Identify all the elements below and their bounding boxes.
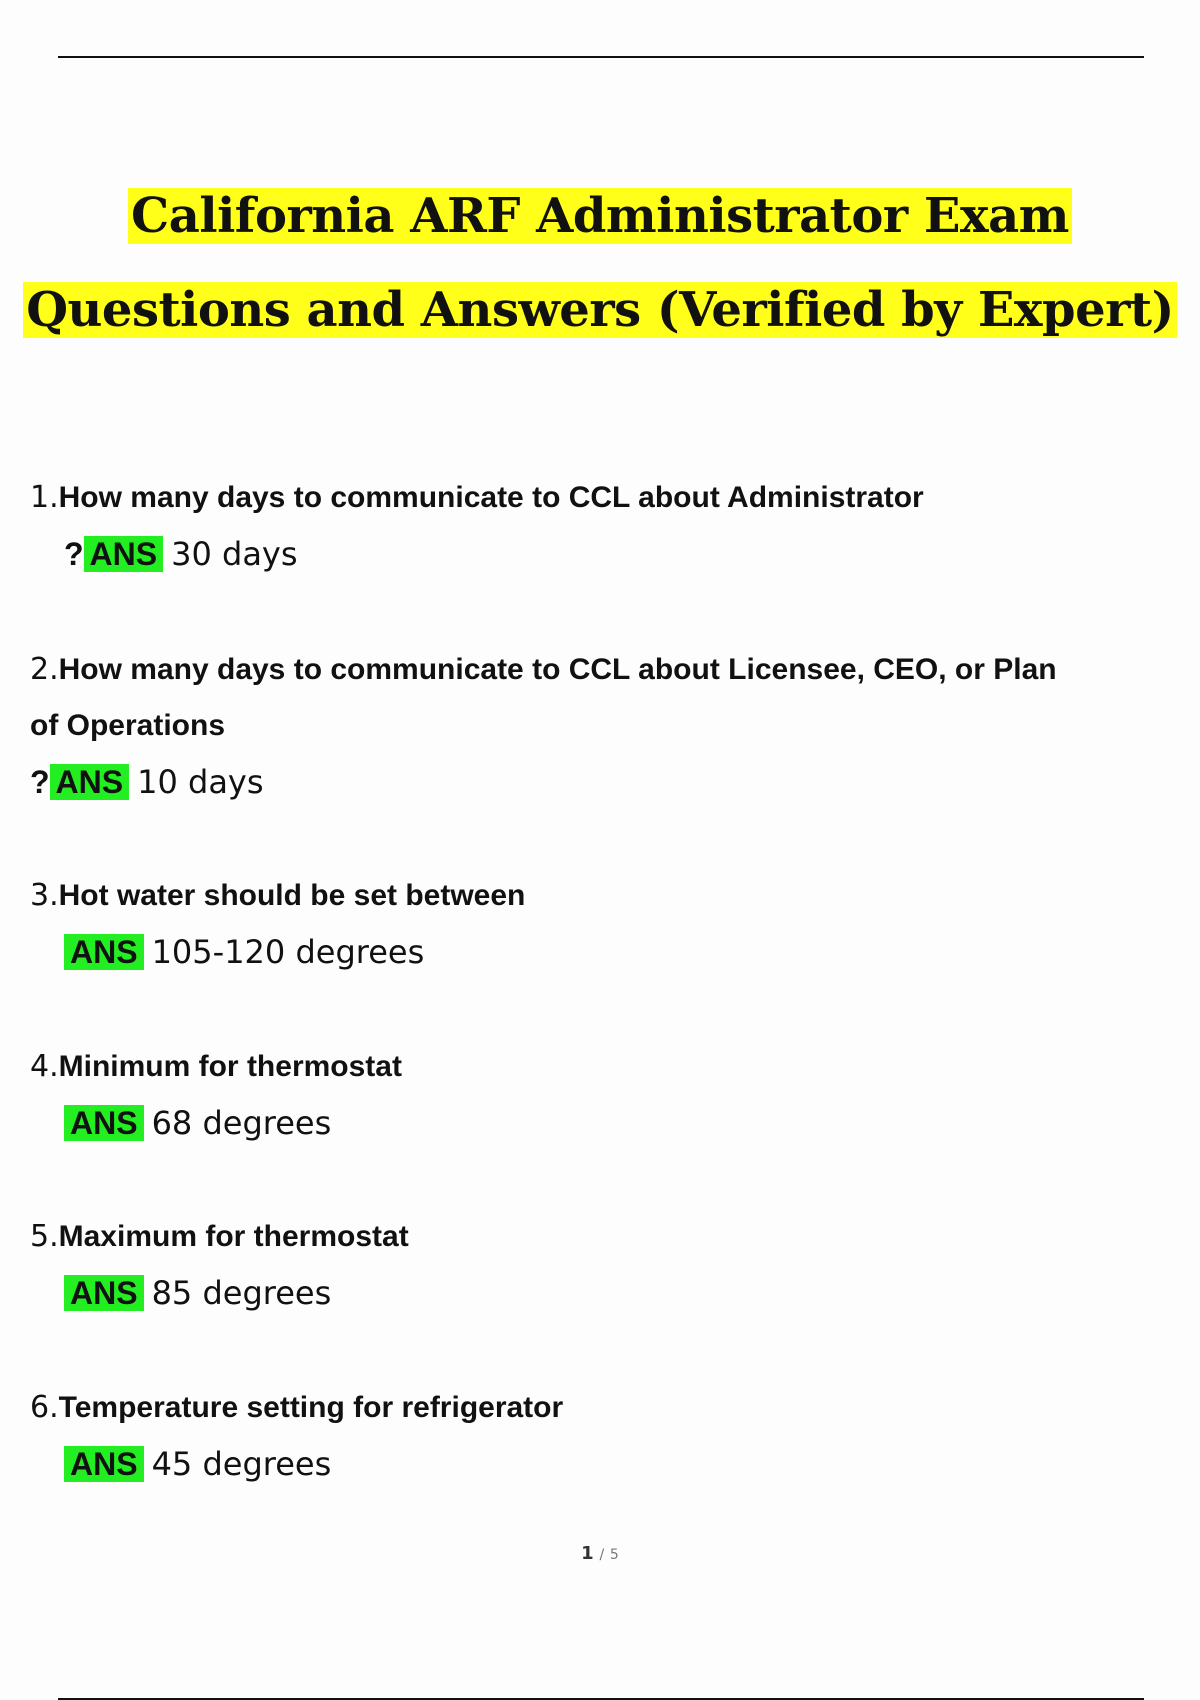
question-item: 5.Maximum for thermostat ANS 85 degrees [30,1219,409,1312]
answer-tag: ANS [64,1446,144,1482]
answer-text: 105-120 degrees [151,933,425,971]
question-item: 1.How many days to communicate to CCL about Administrator ? ANS 30 days [30,480,924,573]
answer-tag: ANS [84,536,164,572]
top-rule [58,56,1144,58]
page-indicator [0,1543,1200,1564]
document-title-line-2: Questions and Answers (Verified by Expert) [0,282,1200,338]
question-text-cont: of Operations [30,709,226,742]
question-text: Minimum for thermostat [58,1050,402,1083]
question-item: 6.Temperature setting for refrigerator ANS 45 degrees [30,1390,564,1483]
question-text: How many days to communicate to CCL about Administrator [58,481,924,514]
answer-text: 85 degrees [151,1274,332,1312]
question-text: Temperature setting for refrigerator [58,1391,564,1424]
page-separator: / [599,1547,605,1563]
question-text: Maximum for thermostat [58,1220,409,1253]
question-text: Hot water should be set between [58,879,526,912]
answer-tag: ANS [64,934,144,970]
answer-text: 68 degrees [151,1104,332,1142]
answer-text: 30 days [171,535,298,573]
question-item: 2.How many days to communicate to CCL about Licensee, CEO, or Plan of Operations ? ANS 10 days [30,652,1057,801]
page-total: 5 [609,1547,619,1563]
answer-text: 45 degrees [151,1445,332,1483]
question-item: 4.Minimum for thermostat ANS 68 degrees [30,1049,402,1142]
answer-tag: ANS [64,1275,144,1311]
answer-tag: ANS [64,1105,144,1141]
question-text: How many days to communicate to CCL about Licensee, CEO, or Plan [58,653,1057,686]
document-title-line-1: California ARF Administrator Exam [0,188,1200,244]
question-item: 3.Hot water should be set between ANS 105-120 degrees [30,878,526,971]
answer-text: 10 days [137,763,264,801]
page-current: 1 [581,1543,594,1564]
answer-tag: ANS [50,764,130,800]
